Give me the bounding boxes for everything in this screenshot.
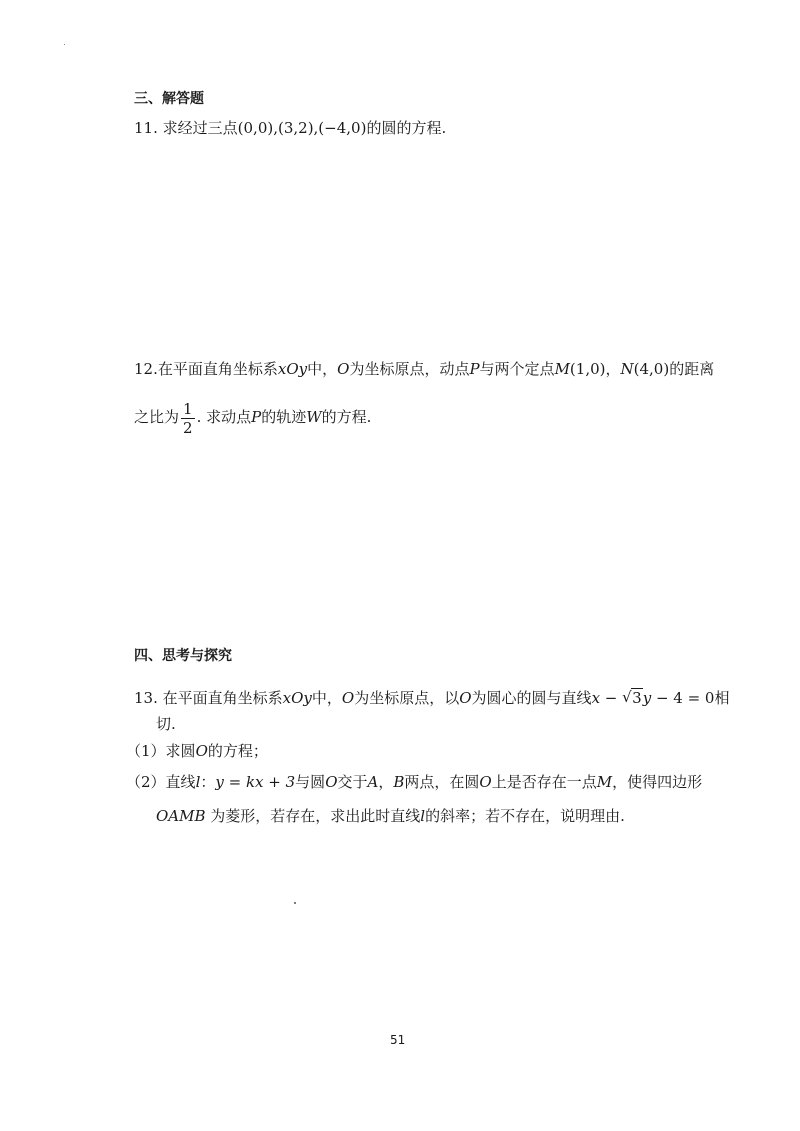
question-text: 为圆心的圆与直线	[471, 689, 592, 707]
math-equation-rest: − 4 = 0	[651, 689, 715, 707]
math-trajectory-w: W	[306, 408, 322, 426]
math-point-m: M	[596, 773, 613, 791]
math-point-m: M	[554, 360, 570, 378]
sqrt-argument: 3	[632, 689, 642, 707]
question-text: 在平面直角坐标系	[162, 689, 283, 707]
question-text: 两点，在圆	[404, 773, 480, 791]
math-origin: O	[341, 689, 355, 707]
math-var-x: x	[591, 689, 601, 707]
math-coord-system: xOy	[282, 689, 312, 707]
math-var-y: y	[642, 689, 652, 707]
section-heading-4: 四、思考与探究	[134, 648, 232, 664]
scan-speck	[64, 44, 65, 45]
math-line-l: l	[195, 773, 201, 791]
math-point-a: A	[367, 773, 379, 791]
question-text: 之比为	[134, 408, 180, 426]
math-fraction	[181, 400, 195, 437]
question-text: 的距离	[669, 360, 715, 378]
math-coord-m: (1,0)	[569, 360, 606, 378]
math-point-b: B	[393, 773, 405, 791]
math-coord-n: (4,0)	[633, 360, 670, 378]
math-quadrilateral: OAMB	[156, 807, 206, 825]
math-origin: O	[459, 689, 472, 707]
question-text: 求经过三点	[162, 119, 238, 137]
math-line-l: l	[420, 807, 426, 825]
question-12-line-2	[134, 398, 371, 437]
math-line-equation: y = kx + 3	[215, 773, 296, 791]
question-text: ，	[605, 360, 621, 378]
question-text: 与两个定点	[479, 360, 555, 378]
math-circle-o: O	[479, 773, 492, 791]
question-text: ：	[200, 773, 216, 791]
question-text: 的斜率；若不存在，说明理由.	[425, 807, 625, 825]
question-13-part-2	[126, 772, 702, 792]
math-coord-system: xOy	[277, 360, 308, 378]
question-text: 在平面直角坐标系	[157, 360, 278, 378]
math-points: (0,0),(3,2),(−4,0)	[237, 119, 367, 137]
question-11	[134, 118, 446, 138]
question-13-part-1	[126, 741, 268, 761]
question-text: 上是否存在一点	[491, 773, 597, 791]
math-circle-o: O	[195, 742, 208, 760]
part-number: （1）	[126, 742, 166, 760]
question-text: 的方程.	[321, 408, 372, 426]
math-point-n: N	[620, 360, 634, 378]
question-text: 的方程；	[207, 742, 268, 760]
part-number: （2）	[126, 773, 166, 791]
question-text: . 求动点	[196, 408, 252, 426]
question-13-part-2-line-2	[156, 806, 625, 826]
question-number: 13.	[134, 689, 158, 707]
question-text: 直线	[165, 773, 196, 791]
question-number: 12.	[134, 360, 158, 378]
math-origin: O	[337, 360, 350, 378]
fraction-numerator: 1	[183, 399, 193, 418]
question-text: 求圆	[165, 742, 196, 760]
section-heading-3: 三、解答题	[134, 91, 204, 107]
page-number: 51	[390, 1033, 406, 1047]
math-point-p: P	[469, 360, 480, 378]
question-text: ，	[378, 773, 394, 791]
math-operator: −	[600, 689, 623, 707]
question-text: 中，	[307, 360, 338, 378]
question-text: 的轨迹	[261, 408, 307, 426]
fraction-denominator: 2	[183, 418, 193, 437]
question-13	[134, 688, 729, 708]
question-text: 交于	[337, 773, 368, 791]
math-point-p: P	[251, 408, 262, 426]
math-sqrt	[622, 688, 643, 708]
question-number: 11.	[134, 119, 158, 137]
question-text: ，使得四边形	[612, 773, 703, 791]
question-text: 为坐标原点，动点	[349, 360, 470, 378]
question-text: 与圆	[295, 773, 326, 791]
question-text: 为坐标原点，以	[354, 689, 460, 707]
question-text: 的圆的方程.	[366, 119, 447, 137]
question-13-line-2: 切.	[156, 715, 176, 733]
math-circle-o: O	[325, 773, 338, 791]
question-12	[134, 359, 714, 379]
question-text: 中，	[311, 689, 342, 707]
radical-sign: √	[622, 688, 632, 706]
question-text: 为菱形，若存在，求出此时直线	[205, 807, 421, 825]
scan-speck	[294, 902, 296, 904]
question-text: 相	[714, 689, 730, 707]
